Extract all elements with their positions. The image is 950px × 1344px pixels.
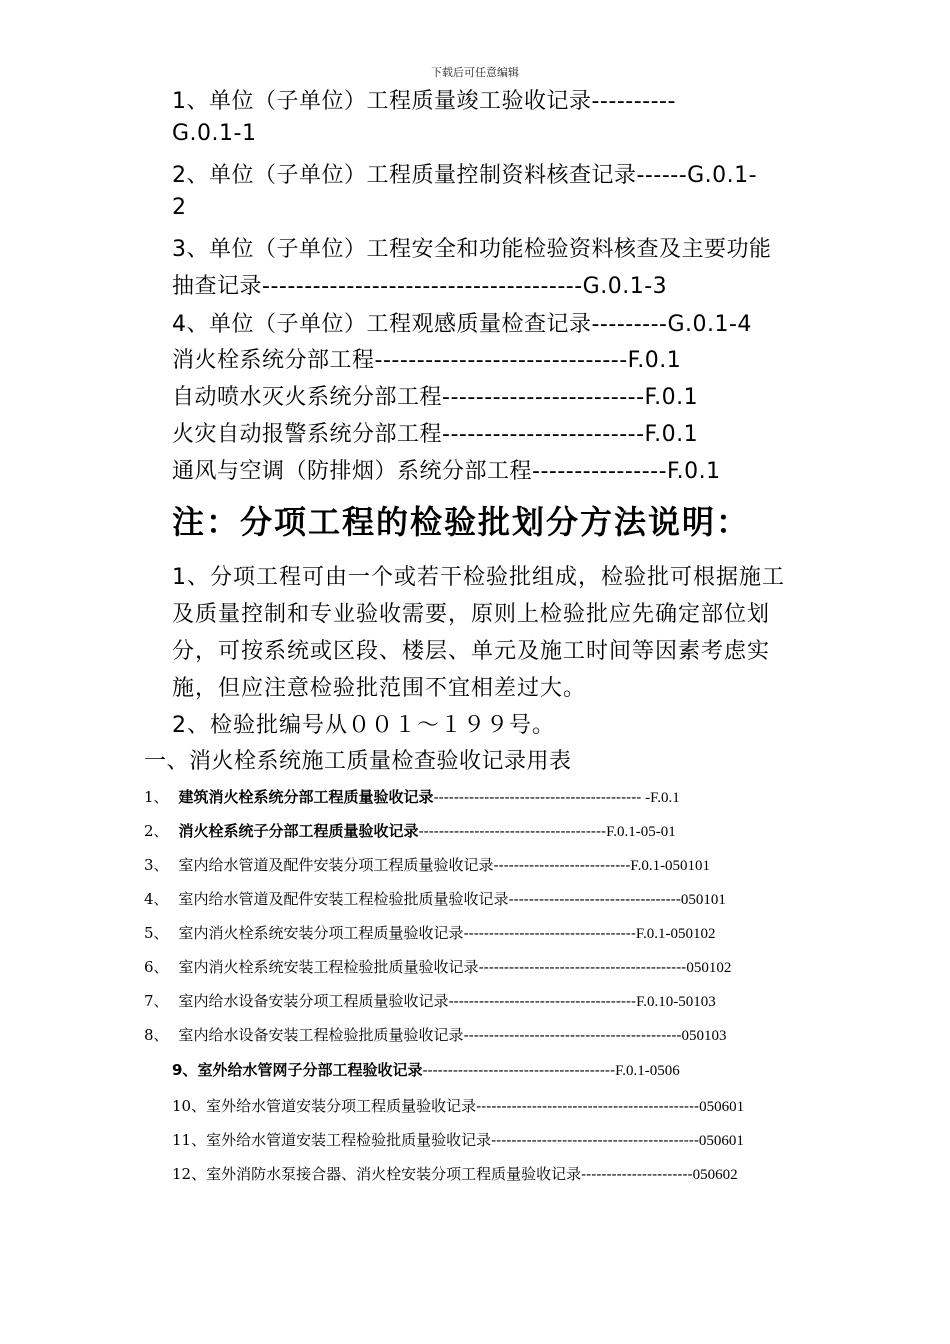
top-list-line-8: 消火栓系统分部工程------------------------------F.0.1 [172,348,682,373]
item-number: 1、 [144,788,169,806]
top-list-line-10: 火灾自动报警系统分部工程------------------------F.0.1 [172,422,699,447]
item-number: 6、 [144,958,169,976]
item-title: 建筑消火栓系统分部工程质量验收记录 [178,788,434,806]
table-list-item-1 [144,786,680,807]
note-title: 注：分项工程的检验批划分方法说明： [172,503,751,541]
item-title: 室外消防水泵接合器、消火栓安装分项工程质量验收记录 [206,1165,582,1183]
item-code: 050103 [681,1028,727,1044]
note-paragraph-line-3: 分，可按系统或区段、楼层、单元及施工时间等因素考虑实 [172,639,771,664]
top-list-line-5: 3、单位（子单位）工程安全和功能检验资料核查及主要功能 [172,237,772,262]
item-dashes: -------------------------------------------- [476,1097,700,1115]
table-list-item-12 [172,1163,738,1184]
item-code: -F.0.1 [641,790,680,806]
item-dashes: ---------------------------------- [463,924,636,942]
note-paragraph-line-2: 及质量控制和专业验收需要，原则上检验批应先确定部位划 [172,602,771,627]
item-title: 室内给水管道及配件安装工程检验批质量验收记录 [178,890,509,908]
section-title: 一、消火栓系统施工质量检查验收记录用表 [144,749,572,774]
top-list-line-4: 2 [172,195,187,220]
item-code: F.0.1-050101 [630,858,711,874]
item-code: 050601 [699,1099,745,1115]
top-list-line-6: 抽查记录--------------------------------------G.0.1-3 [172,274,668,299]
note-paragraph-line-4: 施，但应注意检验批范围不宜相差过大。 [172,676,587,701]
table-list-item-10 [172,1095,744,1116]
item-title: 室内给水设备安装工程检验批质量验收记录 [178,1026,464,1044]
item-code: 050601 [698,1133,744,1149]
table-list-item-11 [172,1129,744,1150]
item-dashes: ------------------------------------------- [463,1026,682,1044]
item-code: F.0.10-50103 [636,994,716,1010]
top-list-line-9: 自动喷水灭火系统分部工程------------------------F.0.1 [172,385,699,410]
top-list-line-2: G.0.1-1 [172,121,257,146]
table-list-item-6 [144,956,731,977]
header-note: 下载后可任意编辑 [431,66,519,79]
table-list-item-3 [144,854,710,875]
item-dashes: ----------------------------------------- [478,958,687,976]
top-list-line-7: 4、单位（子单位）工程观感质量检查记录---------G.0.1-4 [172,312,752,337]
item-dashes: -------------------------------------- [422,1061,616,1079]
item-title: 室外给水管道安装分项工程质量验收记录 [206,1097,477,1115]
item-number: 5、 [144,924,169,942]
table-list-item-9 [172,1059,680,1080]
item-code: F.0.1-05-01 [606,824,676,840]
item-code: 050101 [680,892,726,908]
item-number: 11、 [172,1131,207,1149]
item-number: 4、 [144,890,169,908]
note-paragraph-line-1: 1、分项工程可由一个或若干检验批组成，检验批可根据施工 [172,565,785,590]
item-number: 7、 [144,992,169,1010]
item-number: 3、 [144,856,169,874]
item-title: 室内消火栓系统安装工程检验批质量验收记录 [178,958,479,976]
item-dashes: ------------------------------------- [448,992,637,1010]
item-title: 室内给水设备安装分项工程质量验收记录 [178,992,449,1010]
item-dashes: ----------------------------------------- [491,1131,699,1149]
table-list-item-2 [144,820,676,841]
table-list-item-4 [144,888,726,909]
item-title: 室外给水管道安装工程检验批质量验收记录 [206,1131,492,1149]
item-number: 12、 [172,1165,207,1183]
table-list-item-7 [144,990,716,1011]
item-dashes: ---------------------- [581,1165,693,1183]
item-number: 10、 [172,1097,207,1115]
item-code: F.0.1-0506 [615,1063,680,1079]
item-code: F.0.1-050102 [635,926,716,942]
item-title: 室内给水管道及配件安装分项工程质量验收记录 [178,856,494,874]
note-item-2: 2、检验批编号从００１～１９９号。 [172,713,555,738]
item-number: 2、 [144,822,169,840]
item-code: 050102 [686,960,732,976]
item-code: 050602 [692,1167,738,1183]
item-dashes: ----------------------------------------- [433,788,642,806]
top-list-line-1: 1、单位（子单位）工程质量竣工验收记录---------- [172,89,676,114]
item-title: 室内消火栓系统安装分项工程质量验收记录 [178,924,464,942]
item-number: 8、 [144,1026,169,1044]
item-dashes: --------------------------- [493,856,631,874]
item-dashes: ---------------------------------- [508,890,681,908]
item-title: 室外给水管网子分部工程验收记录 [197,1061,423,1079]
item-number: 9、 [172,1061,198,1079]
top-list-line-3: 2、单位（子单位）工程质量控制资料核查记录------G.0.1- [172,163,758,188]
table-list-item-8 [144,1024,727,1045]
item-title: 消火栓系统子分部工程质量验收记录 [178,822,419,840]
item-dashes: ------------------------------------- [418,822,607,840]
top-list-line-11: 通风与空调（防排烟）系统分部工程----------------F.0.1 [172,459,721,484]
table-list-item-5 [144,922,716,943]
